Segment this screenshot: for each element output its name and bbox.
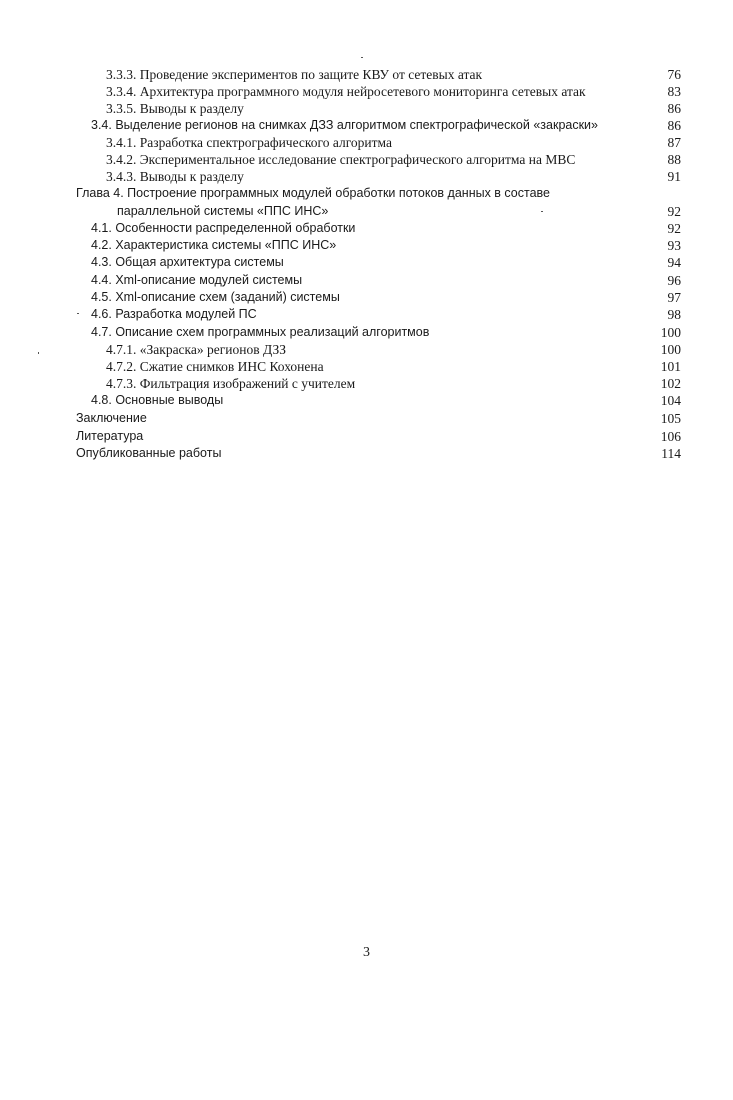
toc-entry-page: 83 bbox=[667, 84, 681, 99]
toc-entry bbox=[0, 254, 733, 271]
toc-entry-title: 4.8. Основные выводы bbox=[91, 393, 224, 407]
toc-entry-title: 3.3.3. Проведение экспериментов по защите КВУ от сетевых атак bbox=[106, 67, 483, 82]
toc-entry-page: 106 bbox=[660, 429, 681, 444]
toc-entry-page: 94 bbox=[667, 255, 681, 270]
toc-entry-page: 97 bbox=[667, 290, 681, 305]
toc-entry bbox=[0, 392, 733, 409]
toc-entry-page: 93 bbox=[667, 238, 681, 253]
toc-entry-title: 4.7.1. «Закраска» регионов ДЗЗ bbox=[106, 342, 287, 357]
toc-entry-page: 98 bbox=[667, 307, 681, 322]
toc-entry bbox=[0, 66, 733, 83]
toc-entry-page: 101 bbox=[660, 359, 681, 374]
scan-speck bbox=[361, 57, 363, 58]
toc-entry bbox=[0, 306, 733, 323]
toc-entry-title: Заключение bbox=[76, 411, 147, 425]
toc-entry-title: параллельной системы «ППС ИНС» bbox=[117, 204, 329, 218]
toc-entry-title: 3.3.4. Архитектура программного модуля нейросетевого мониторинга сетевых атак bbox=[106, 84, 586, 99]
toc-entry-title: 4.1. Особенности распределенной обработки bbox=[91, 221, 356, 235]
toc-entry bbox=[0, 220, 733, 237]
toc-entry-page: 88 bbox=[667, 152, 681, 167]
toc-entry-page: 86 bbox=[667, 118, 681, 133]
toc-entry bbox=[0, 375, 733, 392]
toc-chapter-entry bbox=[0, 185, 733, 202]
toc-entry-title: Глава 4. Построение программных модулей обработки потоков данных в составе bbox=[76, 186, 550, 200]
toc-entry-title: 3.4.1. Разработка спектрографического алгоритма bbox=[106, 135, 392, 150]
toc-entry bbox=[0, 272, 733, 289]
toc-entry-page: 100 bbox=[660, 342, 681, 357]
page-number: 3 bbox=[363, 945, 370, 960]
toc-entry bbox=[0, 358, 733, 375]
toc-entry-page: 76 bbox=[667, 67, 681, 82]
toc-entry-title: 4.7.3. Фильтрация изображений с учителем bbox=[106, 376, 356, 391]
toc-entry-title: 4.7. Описание схем программных реализаций алгоритмов bbox=[91, 325, 430, 339]
toc-entry-title: Опубликованные работы bbox=[76, 446, 222, 460]
toc-entry-title: 4.2. Характеристика системы «ППС ИНС» bbox=[91, 238, 337, 252]
toc-entry-page: 86 bbox=[667, 101, 681, 116]
toc-entry bbox=[0, 134, 733, 151]
toc-entry-title: 3.4.2. Экспериментальное исследование спектрографического алгоритма на МВС bbox=[106, 152, 576, 167]
toc-entry-page: 96 bbox=[667, 273, 681, 288]
toc-entry bbox=[0, 410, 733, 427]
toc-entry-page: 91 bbox=[667, 169, 681, 184]
toc-entry bbox=[0, 151, 733, 168]
toc-entry bbox=[0, 117, 733, 134]
toc-entry-title: Литература bbox=[76, 429, 144, 443]
toc-entry-page: 92 bbox=[667, 221, 681, 236]
toc-entry-page: 100 bbox=[660, 325, 681, 340]
toc-entry bbox=[0, 100, 733, 117]
toc-entry-page: 87 bbox=[667, 135, 681, 150]
toc-entry-title: 3.4.3. Выводы к разделу bbox=[106, 169, 244, 184]
toc-entry bbox=[0, 445, 733, 462]
toc-entry bbox=[0, 237, 733, 254]
toc-chapter-entry-continuation bbox=[0, 203, 733, 220]
toc-entry-title: 3.3.5. Выводы к разделу bbox=[106, 101, 244, 116]
toc-entry-page: 105 bbox=[660, 411, 681, 426]
toc-entry bbox=[0, 428, 733, 445]
toc-entry bbox=[0, 83, 733, 100]
toc-entry-title: 4.7.2. Сжатие снимков ИНС Кохонена bbox=[106, 359, 324, 374]
toc-entry-title: 4.6. Разработка модулей ПС bbox=[91, 307, 257, 321]
toc-entry-page: 92 bbox=[667, 204, 681, 219]
toc-entry-title: 3.4. Выделение регионов на снимках ДЗЗ алгоритмом спектрографической «закраски» bbox=[91, 118, 598, 132]
toc-entry-title: 4.4. Xml-описание модулей системы bbox=[91, 273, 303, 287]
toc-entry-title: 4.3. Общая архитектура системы bbox=[91, 255, 284, 269]
toc-entry bbox=[0, 341, 733, 358]
toc-entry bbox=[0, 324, 733, 341]
toc-entry-page: 102 bbox=[660, 376, 681, 391]
toc-entry-title: 4.5. Xml-описание схем (заданий) системы bbox=[91, 290, 340, 304]
toc-entry bbox=[0, 289, 733, 306]
toc-entry bbox=[0, 168, 733, 185]
toc-entry-page: 114 bbox=[661, 446, 681, 461]
toc-entry-page: 104 bbox=[660, 393, 681, 408]
